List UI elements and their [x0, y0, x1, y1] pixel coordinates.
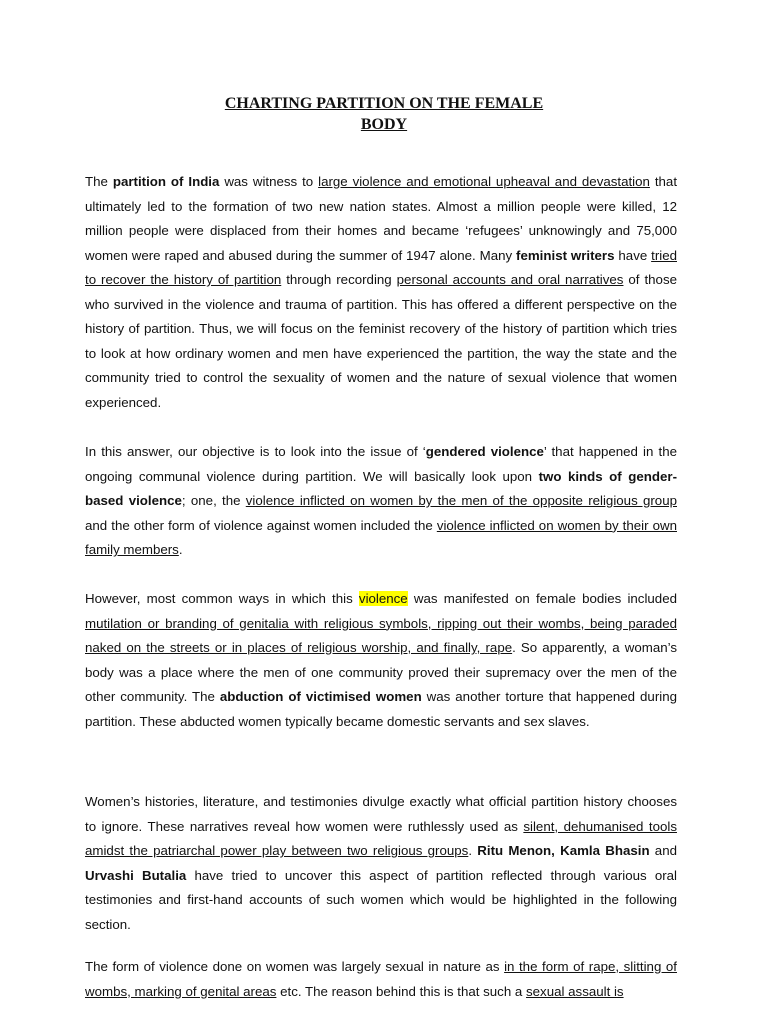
- bold-text: Ritu Menon, Kamla Bhasin: [477, 843, 650, 858]
- body-text: However, most common ways in which this: [85, 591, 359, 606]
- highlighted-text: violence: [358, 591, 408, 606]
- underlined-text: tried to recover the history of partition: [85, 247, 677, 287]
- paragraph-4: [85, 790, 677, 937]
- body-text: was another torture that happened during partition. These abducted women typically became domestic servants and sex slaves.: [85, 689, 677, 729]
- underlined-text: mutilation or branding of genitalia with religious symbols, ripping out their wombs, being paraded naked on the streets or in places of religious worship, and finally, rape: [85, 615, 677, 655]
- underlined-text: large violence and emotional upheaval and devastation: [318, 174, 650, 189]
- body-text: have: [614, 247, 652, 263]
- underlined-text: personal accounts and oral narratives: [396, 272, 624, 287]
- title-line-1: CHARTING PARTITION ON THE FEMALE: [224, 95, 544, 112]
- paragraph-1: [85, 170, 677, 415]
- paragraph-2: [85, 440, 677, 563]
- body-text: The: [85, 174, 113, 189]
- body-text: In this answer, our objective is to look into the issue of ‘: [85, 444, 426, 459]
- paragraph-5: [85, 955, 677, 1004]
- underlined-text: violence inflicted on women by their own family members: [85, 517, 677, 557]
- body-text: was witness to: [219, 174, 319, 189]
- body-text: and: [649, 843, 677, 858]
- body-text: through recording: [281, 272, 397, 287]
- body-text: The form of violence done on women was largely sexual in nature as: [85, 959, 505, 974]
- bold-text: partition of India: [112, 174, 220, 189]
- body-text: and the other form of violence against women included the: [85, 517, 437, 533]
- body-text: ’ that happened in the ongoing communal violence during partition. We will basically look upon: [85, 444, 677, 484]
- body-text: ; one, the: [181, 493, 246, 508]
- body-text: was manifested on female bodies included: [407, 591, 677, 606]
- bold-text: two kinds of gender-based violence: [85, 468, 677, 508]
- bold-text: gendered violence: [425, 444, 544, 459]
- title-line-2: BODY: [360, 116, 408, 133]
- body-text: .: [468, 843, 478, 858]
- document-title: [0, 93, 768, 135]
- body-text: have tried to uncover this aspect of partition reflected through various oral testimonies and first-hand accounts of such women which would be highlighted in the following section.: [85, 867, 677, 932]
- underlined-text: silent, dehumanised tools amidst the patriarchal power play between two religious groups: [85, 818, 677, 858]
- body-text: that ultimately led to the formation of two new nation states. Almost a million people were killed, 12 million people were displaced from their homes and became ‘refugees’ unknowingly and 75,000 women were raped and abused during the summer of 1947 alone. Many: [85, 174, 678, 263]
- body-text: . So apparently, a woman’s body was a place where the men of one community proved their supremacy over the men of the other community. The: [85, 640, 677, 704]
- paragraph-3: [85, 587, 677, 734]
- underlined-text: sexual assault is: [526, 983, 624, 999]
- underlined-text: in the form of rape, slitting of wombs, marking of genital areas: [85, 959, 677, 999]
- bold-text: abduction of victimised women: [219, 689, 422, 704]
- bold-text: feminist writers: [516, 247, 615, 263]
- body-text: .: [178, 542, 183, 557]
- body-text: Women’s histories, literature, and testimonies divulge exactly what official partition history chooses to ignore. These narratives reveal how women were ruthlessly used as: [85, 794, 677, 834]
- underlined-text: violence inflicted on women by the men of the opposite religious group: [245, 493, 677, 508]
- body-text: of those who survived in the violence and trauma of partition. This has offered a different perspective on the history of partition. Thus, we will focus on the feminist recovery of the history of partition which tries to look at how ordinary women and men have experienced the partition, the way the state and the community tried to control the sexuality of women and the nature of sexual violence that women experienced.: [85, 272, 677, 410]
- body-text: etc. The reason behind this is that such a: [276, 983, 527, 999]
- bold-text: Urvashi Butalia: [85, 867, 187, 883]
